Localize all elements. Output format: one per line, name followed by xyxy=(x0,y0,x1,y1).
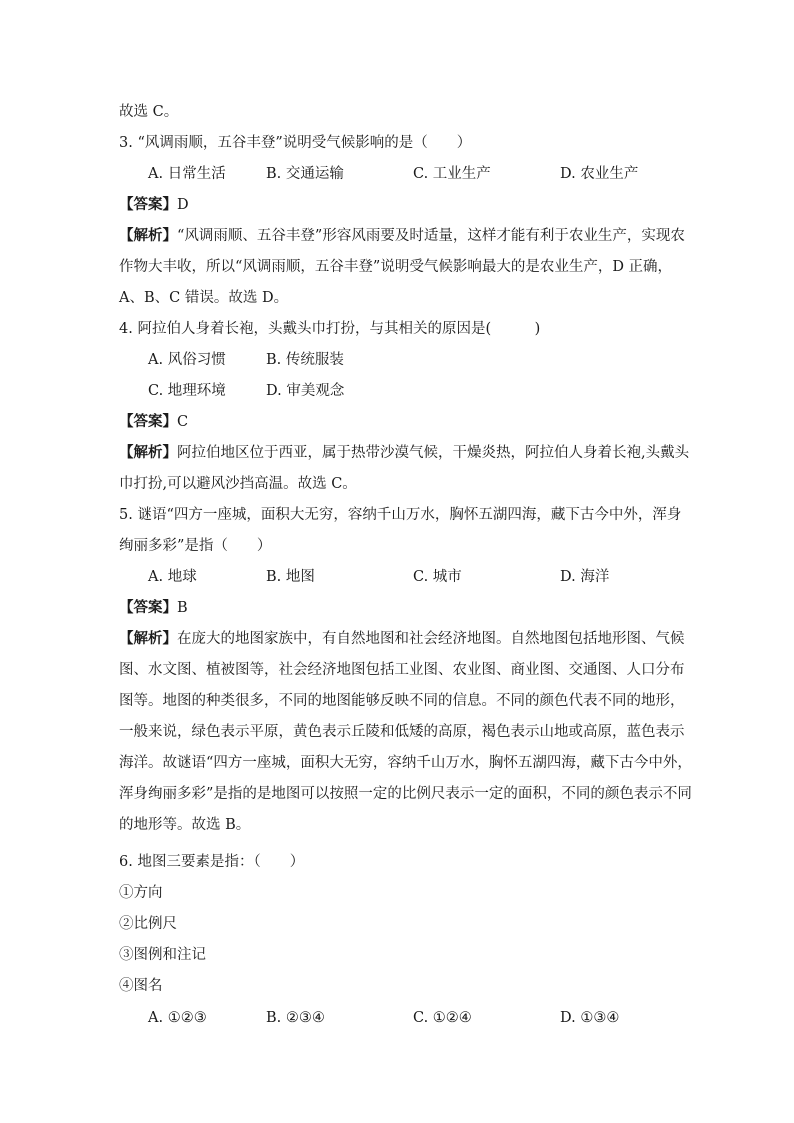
q6-stem: 6. 地图三要素是指：（ ） xyxy=(119,854,305,870)
analysis-label: 【解析】 xyxy=(119,444,177,461)
q3-option-a: A. 日常生活 xyxy=(148,166,226,182)
q3-answer-line xyxy=(119,195,189,215)
answer-value: C xyxy=(177,414,189,430)
q5-stem: 绚丽多彩”是指（ ） xyxy=(119,538,272,554)
q6-item: ④图名 xyxy=(119,978,163,994)
q6-option-a: A. ①②③ xyxy=(148,1010,207,1026)
q4-stem: 4. 阿拉伯人身着长袍，头戴头巾打扮，与其相关的原因是( ) xyxy=(119,321,541,337)
q4-option-d: D. 审美观念 xyxy=(266,383,345,399)
q4-option-b: B. 传统服装 xyxy=(266,352,344,368)
q4-option-c: C. 地理环境 xyxy=(148,383,226,399)
q6-item: ②比例尺 xyxy=(119,916,177,932)
q6-option-b: B. ②③④ xyxy=(266,1010,325,1026)
answer-value: D xyxy=(177,197,189,213)
q5-answer-line xyxy=(119,598,188,618)
analysis-text: 在庞大的地图家族中，有自然地图和社会经济地图。自然地图包括地形图、气候 xyxy=(177,631,685,647)
q3-analysis-line: 作物大丰收，所以“风调雨顺，五谷丰登”说明受气候影响最大的是农业生产，D 正确， xyxy=(119,259,673,275)
answer-label: 【答案】 xyxy=(119,413,177,430)
q5-option-c: C. 城市 xyxy=(413,569,462,585)
q5-analysis-line xyxy=(119,629,685,649)
q5-analysis-line: 浑身绚丽多彩”是指的是地图可以按照一定的比例尺表示一定的面积，不同的颜色表示不同 xyxy=(119,786,692,802)
q4-analysis-line xyxy=(119,443,689,463)
q3-analysis-line: A、B、C 错误。故选 D。 xyxy=(119,290,289,306)
analysis-label: 【解析】 xyxy=(119,227,177,244)
q2-conclusion: 故选 C。 xyxy=(119,104,179,120)
analysis-text: 阿拉伯地区位于西亚，属于热带沙漠气候，干燥炎热，阿拉伯人身着长袍,头戴头 xyxy=(177,445,690,461)
analysis-text: “风调雨顺、五谷丰登”形容风雨要及时适量，这样才能有利于农业生产，实现农 xyxy=(177,228,685,244)
q3-stem: 3. “风调雨顺，五谷丰登”说明受气候影响的是（ ） xyxy=(119,135,472,151)
q5-analysis-line: 一般来说，绿色表示平原，黄色表示丘陵和低矮的高原，褐色表示山地或高原，蓝色表示 xyxy=(119,724,685,740)
q5-option-d: D. 海洋 xyxy=(560,569,610,585)
analysis-label: 【解析】 xyxy=(119,630,177,647)
q5-option-b: B. 地图 xyxy=(266,569,315,585)
q6-item: ③图例和注记 xyxy=(119,947,206,963)
q5-analysis-line: 的地形等。故选 B。 xyxy=(119,817,251,833)
q5-analysis-line: 海洋。故谜语“四方一座城，面积大无穷，容纳千山万水，胸怀五湖四海，藏下古今中外， xyxy=(119,755,692,771)
q6-option-c: C. ①②④ xyxy=(413,1010,472,1026)
answer-label: 【答案】 xyxy=(119,196,177,213)
q3-analysis-line xyxy=(119,226,685,246)
q6-option-d: D. ①③④ xyxy=(560,1010,620,1026)
q6-item: ①方向 xyxy=(119,885,163,901)
q3-option-c: C. 工业生产 xyxy=(413,166,491,182)
answer-label: 【答案】 xyxy=(119,599,177,616)
q5-stem: 5. 谜语“四方一座城，面积大无穷，容纳千山万水，胸怀五湖四海，藏下古今中外，浑身 xyxy=(119,507,682,523)
q5-analysis-line: 图等。地图的种类很多，不同的地图能够反映不同的信息。不同的颜色代表不同的地形， xyxy=(119,693,685,709)
q4-answer-line xyxy=(119,412,188,432)
q5-analysis-line: 图、水文图、植被图等，社会经济地图包括工业图、农业图、商业图、交通图、人口分布 xyxy=(119,662,685,678)
q5-option-a: A. 地球 xyxy=(148,569,197,585)
q3-option-d: D. 农业生产 xyxy=(560,166,639,182)
q3-option-b: B. 交通运输 xyxy=(266,166,344,182)
q4-analysis-line: 巾打扮,可以避风沙挡高温。故选 C。 xyxy=(119,476,357,492)
q4-option-a: A. 风俗习惯 xyxy=(148,352,226,368)
answer-value: B xyxy=(177,600,188,616)
